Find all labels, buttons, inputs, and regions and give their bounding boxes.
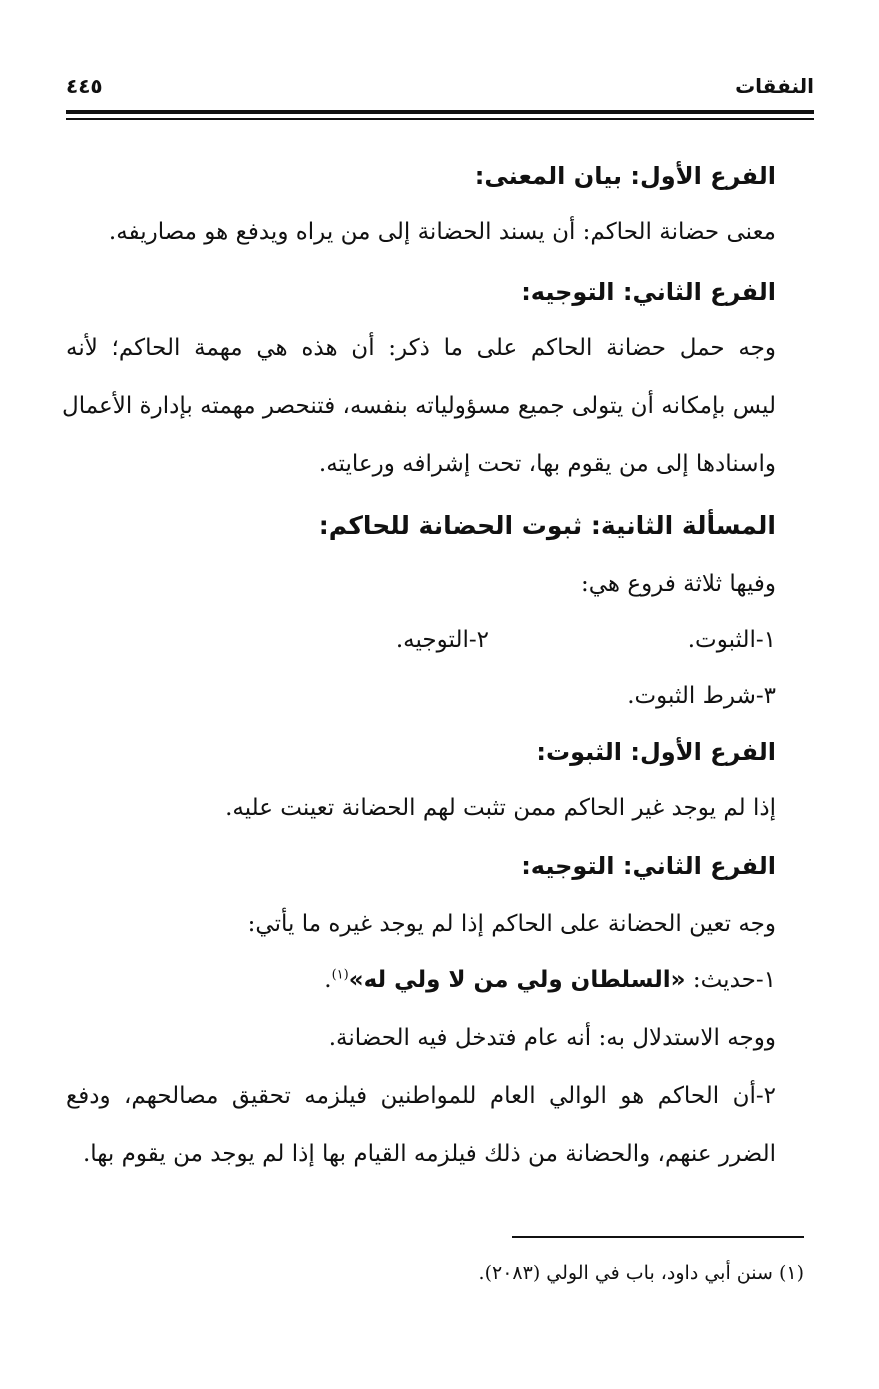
paragraph-hadith (324, 960, 776, 1000)
paragraph-meaning: معنى حضانة الحاكم: أن يسند الحضانة إلى من يراه ويدفع هو مصاريفه. (108, 219, 776, 245)
heading-branch-1-establishment: الفرع الأول: الثبوت: (536, 738, 776, 766)
footnote-separator (512, 1236, 804, 1238)
hadith-quote: «السلطان ولي من لا ولي له» (348, 967, 686, 993)
paragraph-justification-intro: وجه تعين الحضانة على الحاكم إذا لم يوجد غيره ما يأتي: (247, 911, 776, 937)
heading-issue-2: المسألة الثانية: ثبوت الحضانة للحاكم: (318, 511, 776, 540)
hadith-period: . (324, 967, 332, 993)
footnote: (١) سنن أبي داود، باب في الولي (٢٠٨٣). (478, 1262, 804, 1284)
paragraph-ruler-line-2: الضرر عنهم، والحضانة من ذلك فيلزمه القيام بها إذا لم يوجد من يقوم بها. (82, 1141, 776, 1167)
list-item-1: ١-الثبوت. (687, 627, 776, 653)
running-title: النفقات (735, 74, 814, 98)
paragraph-ruler-line-1: ٢-أن الحاكم هو الوالي العام للمواطنين فيلزمه تحقيق مصالحهم، ودفع (66, 1083, 776, 1109)
list-item-2: ٢-التوجيه. (395, 627, 489, 653)
paragraph-branches-intro: وفيها ثلاثة فروع هي: (580, 571, 776, 597)
header-rule-thick (66, 110, 814, 114)
page-number: ٤٤٥ (66, 74, 103, 98)
paragraph-inference: ووجه الاستدلال به: أنه عام فتدخل فيه الحضانة. (328, 1025, 776, 1051)
paragraph-establishment: إذا لم يوجد غير الحاكم ممن تثبت لهم الحضانة تعينت عليه. (225, 795, 776, 821)
footnote-reference[interactable]: (١) (331, 967, 349, 983)
page-header (66, 74, 814, 104)
paragraph-justification-line-2: ليس بإمكانه أن يتولى جميع مسؤولياته بنفسه، فتنحصر مهمته بإدارة الأعمال (62, 393, 776, 419)
heading-branch-2-justification: الفرع الثاني: التوجيه: (521, 278, 776, 306)
heading-branch-2-justification-b: الفرع الثاني: التوجيه: (521, 852, 776, 880)
list-item-3: ٣-شرط الثبوت. (627, 683, 776, 709)
paragraph-justification-line-1: وجه حمل حضانة الحاكم على ما ذكر: أن هذه هي مهمة الحاكم؛ لأنه (66, 335, 776, 361)
hadith-prefix: ١-حديث: (685, 967, 776, 993)
header-rule-thin (66, 118, 814, 120)
heading-branch-1-meaning: الفرع الأول: بيان المعنى: (474, 162, 776, 190)
paragraph-justification-line-3: واسنادها إلى من يقوم بها، تحت إشرافه ورعايته. (318, 451, 776, 477)
